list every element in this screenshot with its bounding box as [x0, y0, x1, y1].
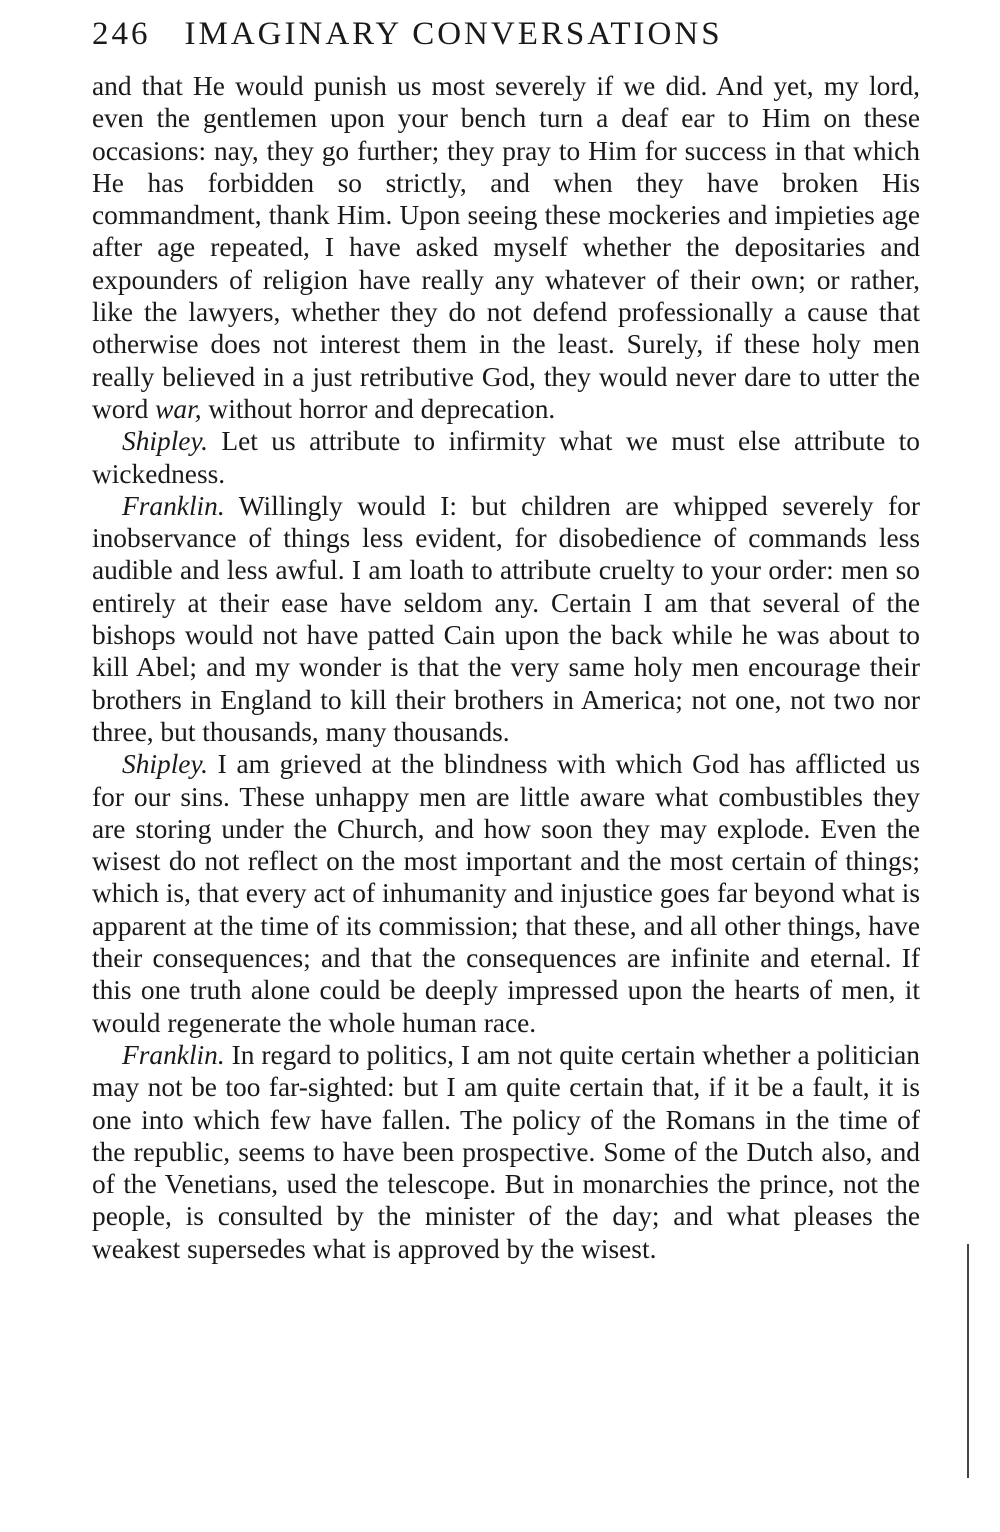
speaker-name: Franklin.	[122, 490, 225, 521]
body-text	[92, 70, 920, 1265]
paragraph-franklin-1	[92, 490, 920, 748]
paragraph-text: Willingly would I: but children are whipped severely for inobservance of things less evident, for disobedience of commands less audible and less awful. I am loath to attribute cruelty to your order: men so entirely at their ease have seldom any. Certain I am that several of the bishops would not have patted Cain upon the back while he was about to kill Abel; and my wonder is that the very same holy men encourage their brothers in England to kill their brothers in America; not one, not two nor three, but thousands, many thousands.	[92, 490, 920, 747]
running-title: IMAGINARY CONVERSATIONS	[184, 16, 723, 52]
paragraph-continuation	[92, 70, 920, 425]
paragraph-franklin-2	[92, 1039, 920, 1265]
margin-rule	[967, 1244, 969, 1478]
running-header	[92, 12, 922, 56]
speaker-name: Franklin.	[122, 1039, 225, 1070]
paragraph-text: and that He would punish us most severely if we did. And yet, my lord, even the gentlemen upon your bench turn a deaf ear to Him on these occasions: nay, they go further; they pray to Him for success in that which He has forbidden so strictly, and when they have broken His commandment, thank Him. Upon seeing these mockeries and impieties age after age repeated, I have asked myself whether the depositaries and expounders of religion have really any whatever of their own; or rather, like the lawyers, whether they do not defend professionally a cause that otherwise does not interest them in the least. Surely, if these holy men really believed in a just retributive God, they would never dare to utter the word	[92, 71, 920, 424]
paragraph-text: Let us attribute to infirmity what we must else attribute to wickedness.	[92, 426, 920, 489]
speaker-name: Shipley.	[122, 749, 208, 780]
paragraph-text: In regard to politics, I am not quite certain whether a politician may not be too far-sighted: but I am quite certain that, if it be a fault, it is one into which few have fallen. The policy of the Romans in the time of the republic, seems to have been prospective. Some of the Dutch also, and of the Venetians, used the telescope. But in monarchies the prince, not the people, is consulted by the minister of the day; and what pleases the weakest supersedes what is approved by the wisest.	[92, 1039, 920, 1264]
paragraph-text: I am grieved at the blindness with which God has afflicted us for our sins. These unhappy men are little aware what combustibles they are storing under the Church, and how soon they may explode. Even the wisest do not reflect on the most important and the most certain of things; which is, that every act of inhumanity and injustice goes far beyond what is apparent at the time of its commission; that these, and all other things, have their consequences; and that the consequences are infinite and eternal. If this one truth alone could be deeply impressed upon the hearts of men, it would regenerate the whole human race.	[92, 749, 920, 1038]
paragraph-shipley-1	[92, 425, 920, 490]
page-number: 246	[92, 16, 151, 52]
speaker-name: Shipley.	[122, 426, 208, 457]
emphasis-word: war,	[155, 393, 202, 424]
paragraph-text-after: without horror and deprecation.	[201, 393, 556, 424]
paragraph-shipley-2	[92, 748, 920, 1039]
